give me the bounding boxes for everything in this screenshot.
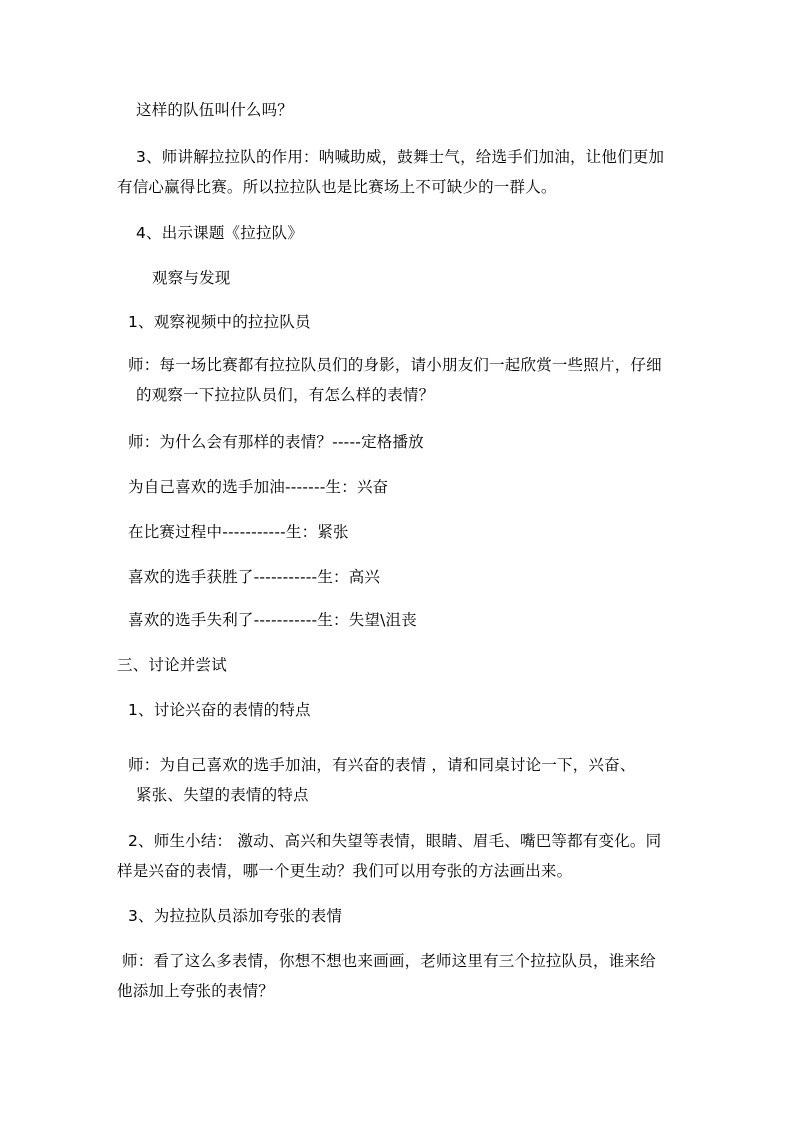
section-heading: 三、讨论并尝试 xyxy=(117,656,227,674)
text-line: 3、师讲解拉拉队的作用：呐喊助威，鼓舞士气，给选手们加油，让他们更加 xyxy=(136,148,665,166)
text-line: 他添加上夸张的表情？ xyxy=(117,982,275,1000)
text-line: 的观察一下拉拉队员们，有怎么样的表情？ xyxy=(136,386,435,404)
text-line: 喜欢的选手获胜了-----------生：高兴 xyxy=(128,568,381,586)
text-line: 样是兴奋的表情，哪一个更生动？我们可以用夸张的方法画出来。 xyxy=(117,862,573,880)
text-line: 2、师生小结： 激动、高兴和失望等表情，眼睛、眉毛、嘴巴等都有变化。同 xyxy=(128,832,662,850)
text-line: 师：为自己喜欢的选手加油，有兴奋的表情 ，请和同桌讨论一下，兴奋、 xyxy=(128,756,636,774)
text-line: 这样的队伍叫什么吗？ xyxy=(136,101,294,119)
text-line: 紧张、失望的表情的特点 xyxy=(136,786,309,804)
text-line: 师：看了这么多表情，你想不想也来画画，老师这里有三个拉拉队员，谁来给 xyxy=(122,952,656,970)
section-heading: 观察与发现 xyxy=(152,269,231,287)
text-line: 在比赛过程中-----------生：紧张 xyxy=(128,523,349,541)
text-line: 师：为什么会有那样的表情？-----定格播放 xyxy=(128,433,424,451)
text-line: 师：每一场比赛都有拉拉队员们的身影，请小朋友们一起欣赏一些照片，仔细 xyxy=(128,356,662,374)
text-line: 喜欢的选手失利了-----------生：失望\沮丧 xyxy=(128,611,417,629)
text-line: 4、出示课题《拉拉队》 xyxy=(136,224,304,242)
text-line: 1、观察视频中的拉拉队员 xyxy=(128,313,311,331)
text-line: 1、讨论兴奋的表情的特点 xyxy=(128,701,311,719)
text-line: 3、为拉拉队员添加夸张的表情 xyxy=(128,907,343,925)
text-line: 为自己喜欢的选手加油-------生：兴奋 xyxy=(128,478,389,496)
text-line: 有信心赢得比赛。所以拉拉队也是比赛场上不可缺少的一群人。 xyxy=(117,178,557,196)
